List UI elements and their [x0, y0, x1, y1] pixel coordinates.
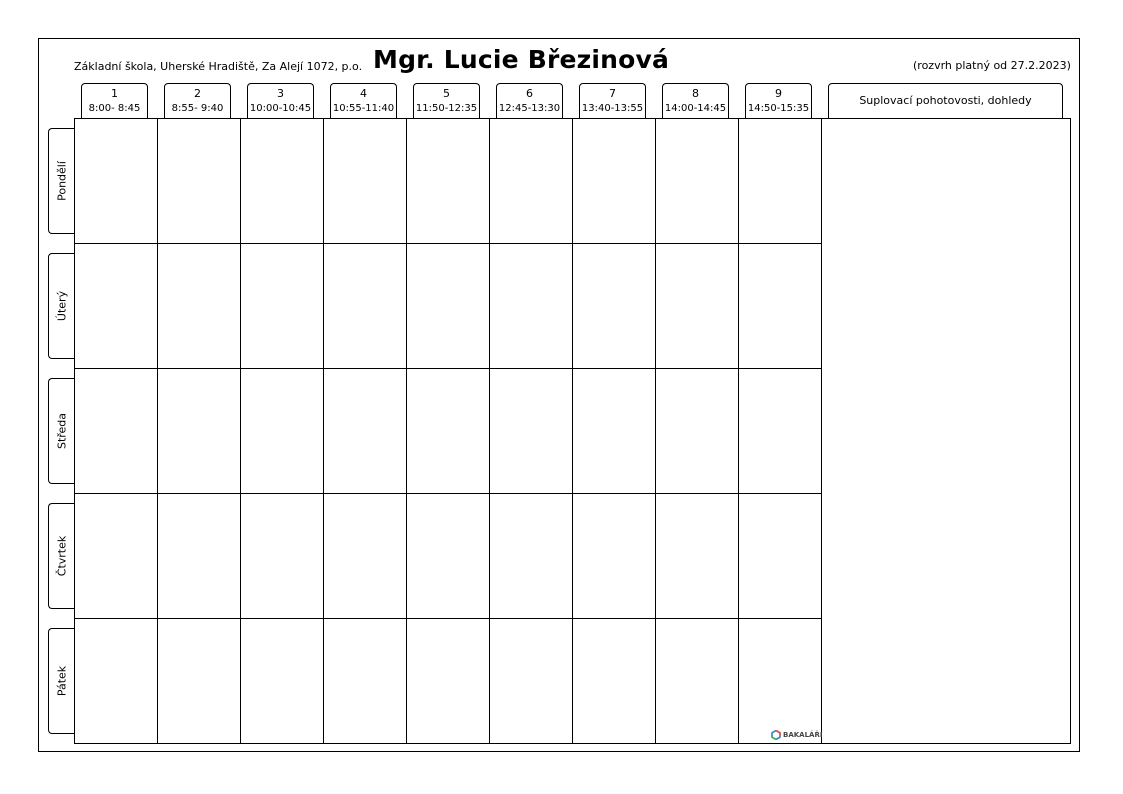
- period-time: 13:40-13:55: [581, 103, 644, 114]
- period-number: 6: [526, 87, 533, 100]
- school-name: Základní škola, Uherské Hradiště, Za Alejí 1072, p.o.: [74, 60, 363, 73]
- day-label-text: Čtvrtek: [55, 535, 69, 577]
- day-label-text: Středa: [55, 412, 69, 450]
- period-number: 5: [443, 87, 450, 100]
- grid-row-line: [74, 493, 822, 494]
- day-label-thursday: [48, 503, 75, 609]
- day-label-monday: [48, 128, 75, 234]
- grid-column-line: [157, 118, 158, 744]
- period-header-4: [330, 83, 397, 119]
- teacher-name: Mgr. Lucie Březinová: [373, 45, 670, 74]
- period-header-9: [745, 83, 812, 119]
- period-time: 10:00-10:45: [249, 103, 312, 114]
- grid-column-line: [406, 118, 407, 744]
- grid-row-line: [74, 618, 822, 619]
- grid-column-line: [738, 118, 739, 744]
- period-time: 10:55-11:40: [332, 103, 395, 114]
- grid-column-line: [323, 118, 324, 744]
- day-label-text: Úterý: [55, 290, 69, 322]
- substitution-divider: [821, 118, 822, 744]
- period-header-3: [247, 83, 314, 119]
- period-number: 4: [360, 87, 367, 100]
- grid-column-line: [572, 118, 573, 744]
- grid-column-line: [489, 118, 490, 744]
- period-header-2: [164, 83, 231, 119]
- substitution-header: Suplovací pohotovosti, dohledy: [828, 83, 1063, 119]
- period-number: 3: [277, 87, 284, 100]
- period-time: 12:45-13:30: [498, 103, 561, 114]
- bakalari-brand-text: BAKALÁŘI: [783, 731, 823, 739]
- grid-column-line: [655, 118, 656, 744]
- validity-note: (rozvrh platný od 27.2.2023): [913, 59, 1071, 72]
- grid-row-line: [74, 368, 822, 369]
- day-label-text: Pátek: [55, 665, 69, 697]
- bakalari-brand: [771, 730, 822, 740]
- period-number: 8: [692, 87, 699, 100]
- day-label-wednesday: [48, 378, 75, 484]
- period-time: 14:00-14:45: [664, 103, 727, 114]
- period-number: 7: [609, 87, 616, 100]
- period-time: 8:00- 8:45: [88, 103, 141, 114]
- grid-row-line: [74, 243, 822, 244]
- day-label-text: Pondělí: [55, 161, 69, 201]
- period-header-5: [413, 83, 480, 119]
- period-header-8: [662, 83, 729, 119]
- period-time: 14:50-15:35: [747, 103, 810, 114]
- period-header-1: [81, 83, 148, 119]
- period-header-6: [496, 83, 563, 119]
- period-number: 9: [775, 87, 782, 100]
- grid-column-line: [240, 118, 241, 744]
- bakalari-logo-icon: [771, 730, 781, 740]
- period-number: 2: [194, 87, 201, 100]
- period-time: 8:55- 9:40: [171, 103, 224, 114]
- period-time: 11:50-12:35: [415, 103, 478, 114]
- day-label-friday: [48, 628, 75, 734]
- day-label-tuesday: [48, 253, 75, 359]
- period-number: 1: [111, 87, 118, 100]
- period-header-7: [579, 83, 646, 119]
